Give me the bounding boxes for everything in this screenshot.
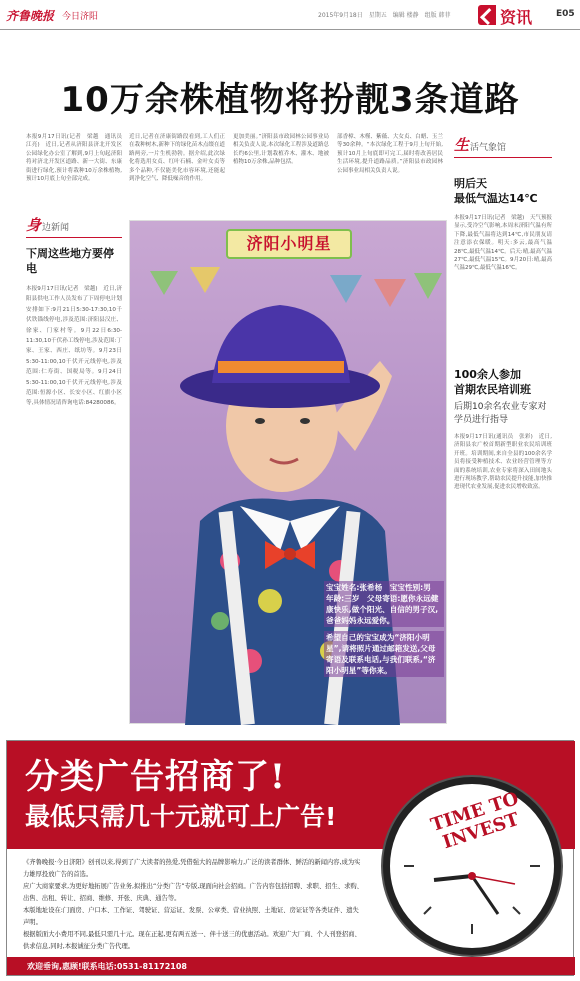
- feature-photo: [129, 220, 447, 724]
- training-body: 本报9月17日讯(通讯员 张彩) 近日,济阳县农广校首期新型职业农民培训班开班。培训期间,来自全县的100余名学员将接受种植技术、农业经营管理等方面的系统培训,农业专家将深入田间地头进行现场教学,帮助农民提升技能,加快推进现代农业发展,促进农民增收致富。: [454, 434, 552, 491]
- section-heading-big: 生: [454, 136, 470, 154]
- weather-subtitle: 最低气温达14℃: [454, 192, 538, 205]
- weather-title: 明后天: [454, 177, 487, 190]
- left-column: [26, 214, 122, 684]
- training-title-2: 首期农民培训班: [454, 383, 531, 396]
- section-mark-icon: [478, 5, 496, 25]
- photo-caption: [324, 581, 444, 681]
- ad-contact-text: 欢迎垂询,惠顾!联系电话:0531-81172108: [27, 962, 188, 971]
- training-subtitle: 后期10余名农业专家对学员进行指导: [454, 402, 547, 425]
- section-heading: [26, 214, 122, 238]
- article-col-3: 更加美丽。”济阳县市政园林公园事业局相关负责人说,本次绿化工程涉及道路总长约6公里,计划栽植乔木、灌木、地被植物10万余株,品种包括。: [233, 134, 329, 166]
- article-col-2: 近日,记者在济康街路段看到,工人们正在栽种树木,新种下的绿化苗木点缀在道路两旁,一片生机勃勃。据介绍,此次绿化将选用女贞、红叶石楠、金叶女贞等多个品种,不仅能美化市容环境,还能起到净化空气、降低噪音的作用。: [129, 134, 225, 183]
- clock-text: TIME TO INVEST: [428, 787, 522, 854]
- ad-body-3: 本版地址设在:门面房、户口本、工作证、驾驶证、营运证、发票、公章类、营业执照、土地证、房证证等各类证件、遗失声明。: [23, 907, 359, 926]
- article-col-4: 部香樟、木槿、紫薇、大女贞、白蜡、玉兰等30余种。“本次绿化工程于9月上旬开始,预计10月上旬底即可完工,届时将改善居民生活环境,提升道路品质。”济阳县市政园林公园事业局相关负责人说。: [337, 134, 443, 174]
- caption-info: 宝宝姓名:张希杨 宝宝性别:男 年龄:三岁 父母寄语:愿你永远健康快乐,做个阳光、自信的男子汉,爸爸妈妈永远爱你。: [324, 581, 444, 627]
- ad-subhead: 最低只需几十元就可上广告!: [25, 802, 337, 831]
- clock-icon: [383, 777, 561, 955]
- ad-body-2: 应广大商家要求,为更好地拓展广告业务,拟推出“分类广告”专版,现面向社会招商。广告内容包括招聘、求职、招生、求购、出售、出租、转让、招商、维修、开张、庆典、通告等。: [23, 883, 363, 902]
- brand-sub: 今日济阳: [62, 12, 99, 22]
- ad-headline: 分类广告招商了!: [25, 757, 286, 797]
- section-label: 资讯: [500, 8, 533, 27]
- caption-invite: 希望自己的宝宝成为“济阳小明星”,请将照片通过邮箱发送,父母寄语及联系电话,与我们联系,“济阳小明星”等你来。: [324, 631, 444, 677]
- news-body: 本报9月17日讯(记者 梁越) 近日,济阳县供电工作人员发布了下周停电计划安排如下:9月21日5:30-17:30,10千伏铁锚线停电,涉及范围:济阳县汉庄、徐家、门家村等。9月22日6:30-11:30,10千伏孙工线停电,涉及范围:丁家、王家、西庄、纸坊等。9月23日5:30-11:00,10千伏开元线停电,涉及范围:仁寿街、国税局等。9月24日5:30-11:00,10千伏开元线停电,涉及范围:恒源小区、长安小区、红旗小区等,具体情况请咨询电话:84280086。: [26, 286, 122, 407]
- training-title: 100余人参加: [454, 368, 521, 381]
- ad-body-1: 《齐鲁晚报·今日济阳》创刊以来,得到了广大读者的热爱,凭借强大的品牌影响力,广泛的读者群体、鲜活的新闻内容,成为实力雄厚投放广告的首选。: [23, 859, 361, 878]
- section-heading: [454, 134, 552, 158]
- brand-logo: 齐鲁晚报: [6, 9, 55, 23]
- news-title: 下周这些地方要停电: [26, 247, 114, 275]
- section-tab: [478, 3, 550, 27]
- ad-body: [23, 857, 363, 953]
- ad-body-4: 根据版面大小费用不同,最低只需几十元。现在正起,更有两五送一、伴十送三的优惠活动。欢迎广大厂商、个人刊登招商、供求信息,同时,本报诚征分类广告代理。: [23, 931, 361, 950]
- page-number: E05: [556, 9, 575, 19]
- photo-banner: 济阳小明星: [226, 229, 352, 259]
- weather-body: 本报9月17日讯(记者 梁越) 天气预报显示,受冷空气影响,本周末济阳气温有所下降,最低气温将达到14℃,市民朋友请注意添衣保暖。明天:多云,最高气温28℃,最低气温14℃。后天:晴,最高气温27℃,最低气温15℃。9月20日:晴,最高气温29℃,最低气温16℃。: [454, 215, 552, 272]
- right-column: [454, 134, 552, 723]
- article-col-1: 本报9月17日讯(记者 梁越 通讯员 江亮) 近日,记者从济阳县济北开发区公园绿化办公室了解到,9月上旬起济阳将对济北开发区道路、新一大街、东康街进行绿化,预计将栽种10万余株植物,预计10月底上旬全部完成。: [26, 134, 128, 183]
- section-heading-small: 活气象馆: [470, 143, 507, 153]
- ad-contact-bar: [7, 957, 575, 975]
- section-heading-small: 边新闻: [42, 223, 70, 233]
- classified-ad: [6, 740, 574, 976]
- section-heading-big: 身: [26, 216, 42, 234]
- page-header: [0, 0, 580, 30]
- header-meta: 2015年9月18日 星期五 编辑 楼静 组版 韩菲: [318, 12, 451, 19]
- main-headline: 10万余株植物将扮靓3条道路: [60, 80, 520, 120]
